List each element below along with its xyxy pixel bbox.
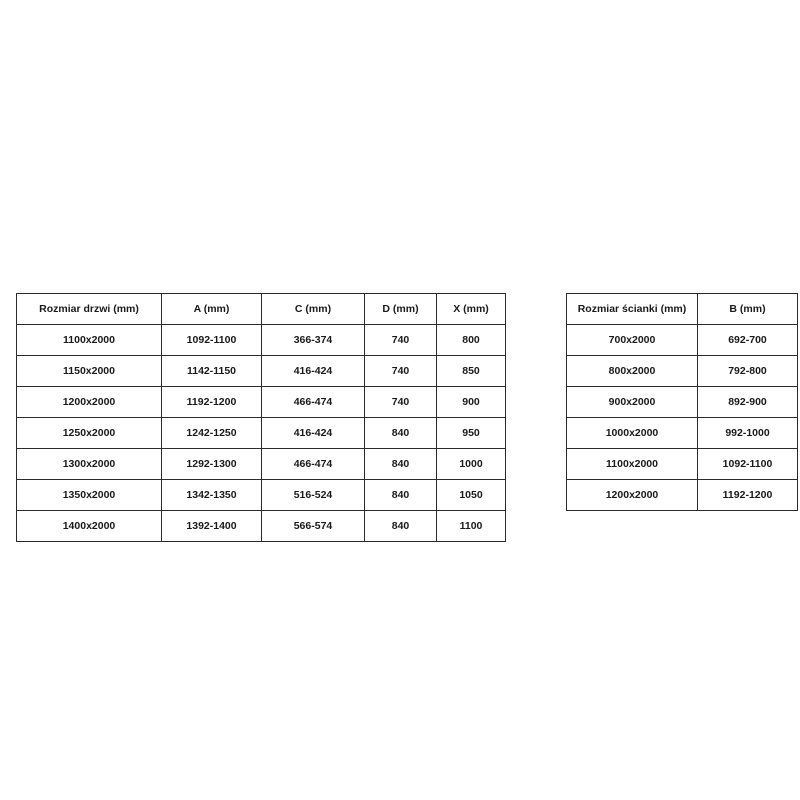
cell-b: 992-1000 xyxy=(698,418,798,449)
cell-wall-size: 1200x2000 xyxy=(567,480,698,511)
cell-wall-size: 700x2000 xyxy=(567,325,698,356)
cell-a: 1242-1250 xyxy=(162,418,262,449)
column-header-a: A (mm) xyxy=(162,294,262,325)
cell-door-size: 1200x2000 xyxy=(17,387,162,418)
cell-c: 366-374 xyxy=(262,325,365,356)
cell-wall-size: 1100x2000 xyxy=(567,449,698,480)
walls-dimensions-table xyxy=(566,293,798,511)
cell-b: 1192-1200 xyxy=(698,480,798,511)
cell-x: 800 xyxy=(437,325,506,356)
cell-d: 740 xyxy=(365,325,437,356)
cell-d: 740 xyxy=(365,356,437,387)
cell-d: 840 xyxy=(365,418,437,449)
table-header-row xyxy=(567,294,798,325)
cell-door-size: 1250x2000 xyxy=(17,418,162,449)
cell-x: 950 xyxy=(437,418,506,449)
column-header-b: B (mm) xyxy=(698,294,798,325)
cell-d: 840 xyxy=(365,449,437,480)
cell-d: 740 xyxy=(365,387,437,418)
cell-a: 1142-1150 xyxy=(162,356,262,387)
cell-b: 692-700 xyxy=(698,325,798,356)
cell-door-size: 1100x2000 xyxy=(17,325,162,356)
table-row xyxy=(567,480,798,511)
walls-table-body xyxy=(567,325,798,511)
cell-x: 1050 xyxy=(437,480,506,511)
cell-d: 840 xyxy=(365,511,437,542)
cell-d: 840 xyxy=(365,480,437,511)
cell-a: 1092-1100 xyxy=(162,325,262,356)
table-row xyxy=(17,511,506,542)
cell-a: 1392-1400 xyxy=(162,511,262,542)
table-row xyxy=(17,387,506,418)
cell-b: 792-800 xyxy=(698,356,798,387)
table-row xyxy=(17,449,506,480)
table-row xyxy=(17,480,506,511)
table-row xyxy=(17,418,506,449)
cell-c: 516-524 xyxy=(262,480,365,511)
table-header-row xyxy=(17,294,506,325)
table-row xyxy=(567,387,798,418)
cell-b: 892-900 xyxy=(698,387,798,418)
cell-c: 416-424 xyxy=(262,418,365,449)
table-row xyxy=(567,418,798,449)
cell-a: 1292-1300 xyxy=(162,449,262,480)
table-row xyxy=(17,356,506,387)
cell-c: 466-474 xyxy=(262,449,365,480)
cell-c: 416-424 xyxy=(262,356,365,387)
column-header-d: D (mm) xyxy=(365,294,437,325)
column-header-x: X (mm) xyxy=(437,294,506,325)
cell-wall-size: 1000x2000 xyxy=(567,418,698,449)
table-row xyxy=(17,325,506,356)
cell-x: 850 xyxy=(437,356,506,387)
cell-a: 1342-1350 xyxy=(162,480,262,511)
cell-b: 1092-1100 xyxy=(698,449,798,480)
column-header-wall-size: Rozmiar ścianki (mm) xyxy=(567,294,698,325)
cell-door-size: 1350x2000 xyxy=(17,480,162,511)
table-row xyxy=(567,449,798,480)
walls-table-header xyxy=(567,294,798,325)
cell-c: 466-474 xyxy=(262,387,365,418)
cell-x: 900 xyxy=(437,387,506,418)
cell-wall-size: 800x2000 xyxy=(567,356,698,387)
cell-door-size: 1300x2000 xyxy=(17,449,162,480)
table-row xyxy=(567,325,798,356)
doors-table-header xyxy=(17,294,506,325)
cell-x: 1000 xyxy=(437,449,506,480)
column-header-door-size: Rozmiar drzwi (mm) xyxy=(17,294,162,325)
cell-c: 566-574 xyxy=(262,511,365,542)
doors-dimensions-table xyxy=(16,293,506,542)
doors-dimensions-table-container xyxy=(16,293,505,542)
doors-table-body xyxy=(17,325,506,542)
walls-dimensions-table-container xyxy=(566,293,797,511)
cell-a: 1192-1200 xyxy=(162,387,262,418)
cell-x: 1100 xyxy=(437,511,506,542)
cell-door-size: 1150x2000 xyxy=(17,356,162,387)
table-row xyxy=(567,356,798,387)
cell-wall-size: 900x2000 xyxy=(567,387,698,418)
cell-door-size: 1400x2000 xyxy=(17,511,162,542)
column-header-c: C (mm) xyxy=(262,294,365,325)
